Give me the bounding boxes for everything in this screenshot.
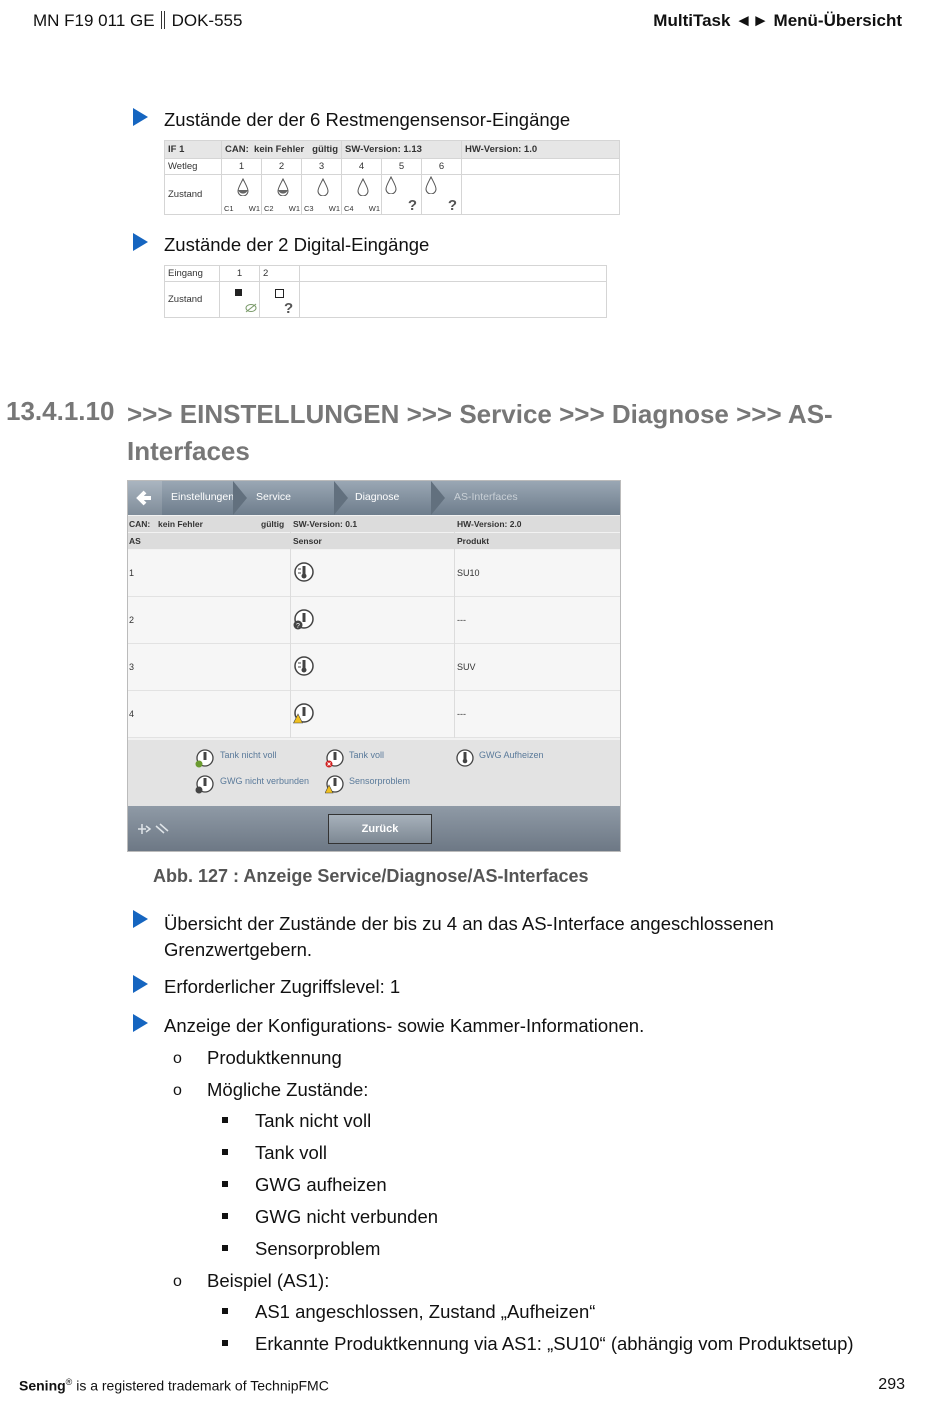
empty-cell <box>300 266 607 282</box>
empty-cell <box>462 159 620 175</box>
can-label: CAN: <box>225 144 249 155</box>
column-divider <box>290 516 291 738</box>
col-sensor: Sensor <box>293 536 322 546</box>
breadcrumb <box>128 481 620 515</box>
chevron-right-icon <box>431 481 445 515</box>
digital-state-1 <box>220 282 260 318</box>
hw-version: HW-Version: 2.0 <box>457 519 522 529</box>
product-id: SU10 <box>457 568 480 578</box>
square-bullet <box>222 1149 228 1155</box>
can-value: kein Fehler <box>158 519 203 529</box>
col-1: 1 <box>220 266 260 282</box>
empty-cell <box>300 282 607 318</box>
can-value: kein Fehler <box>254 144 305 155</box>
gwg-not-connected-icon <box>293 608 315 630</box>
bullet-arrow-icon <box>133 975 148 993</box>
page-number: 293 <box>878 1376 905 1393</box>
sub-item-example: Beispiel (AS1): <box>207 1270 330 1291</box>
sublabel: W1 <box>248 204 260 213</box>
hw-version: HW-Version: 1.0 <box>462 141 620 159</box>
section-number: 13.4.1.10 <box>6 396 115 426</box>
bullet-arrow-icon <box>133 233 148 251</box>
sensor-state-1 <box>222 175 262 215</box>
sub-bullet-o: o <box>173 1273 182 1290</box>
col-1: 1 <box>222 159 262 175</box>
body-bullet-2: Erforderlicher Zugriffslevel: 1 <box>164 976 401 997</box>
sensor-state-6 <box>422 175 462 215</box>
gwg-heating-icon <box>455 748 475 768</box>
body-bullet-1-line-2: Grenzwertgebern. <box>164 939 313 960</box>
row-label-eingang: Eingang <box>165 266 220 282</box>
body-bullet-3: Anzeige der Konfigurations- sowie Kammer-Informationen. <box>164 1015 645 1036</box>
filled-square-icon <box>235 289 242 296</box>
square-bullet <box>222 1213 228 1219</box>
table-row[interactable] <box>128 550 620 597</box>
breadcrumb-as-interfaces: AS-Interfaces <box>454 491 518 503</box>
footer-trademark <box>19 1377 329 1394</box>
sub-item-product-id: Produktkennung <box>207 1047 342 1068</box>
sensor-state-4 <box>342 175 382 215</box>
drop-empty-icon <box>356 178 370 196</box>
sensor-state-5 <box>382 175 422 215</box>
svg-text:?: ? <box>296 623 300 630</box>
figure-caption: Abb. 127 : Anzeige Service/Diagnose/AS-Interfaces <box>153 866 589 886</box>
sub-item-states: Mögliche Zustände: <box>207 1079 369 1100</box>
sublabel: C4 <box>344 204 354 213</box>
drop-empty-icon <box>424 176 438 194</box>
digital-input-table <box>164 265 607 318</box>
if-label: IF 1 <box>165 141 222 159</box>
sub-bullet-o: o <box>173 1050 182 1067</box>
col-4: 4 <box>342 159 382 175</box>
section-title: >>> EINSTELLUNGEN >>> Service >>> Diagnose >>> AS-Interfaces <box>127 399 833 466</box>
legend-tank-not-full: Tank nicht voll <box>220 750 277 760</box>
square-bullet <box>222 1308 228 1314</box>
status-bar <box>128 516 620 532</box>
sublabel: W1 <box>288 204 300 213</box>
gwg-heating-icon <box>293 655 315 677</box>
can-status <box>222 141 342 159</box>
tank-not-full-icon <box>195 748 215 768</box>
can-label: CAN: <box>129 519 151 529</box>
product-id: --- <box>457 709 466 719</box>
unknown-mark: ? <box>447 197 457 214</box>
unknown-mark: ? <box>284 300 294 317</box>
back-button[interactable]: Zurück <box>328 814 432 844</box>
square-bullet <box>222 1181 228 1187</box>
sublabel: C2 <box>264 204 274 213</box>
sublabel: W1 <box>328 204 340 213</box>
sensor-state-3 <box>302 175 342 215</box>
gwg-heating-icon <box>293 561 315 583</box>
table-row[interactable] <box>128 644 620 691</box>
header-doc-id <box>33 11 242 31</box>
intro-bullet-1: Zustände der der 6 Restmengensensor-Eingänge <box>164 109 571 130</box>
as-number: 4 <box>129 709 135 719</box>
tank-full-icon <box>325 748 345 768</box>
state-item: Tank voll <box>255 1142 327 1163</box>
sw-version: SW-Version: 0.1 <box>293 519 358 529</box>
trademark-text: is a registered trademark of TechnipFMC <box>72 1377 329 1394</box>
bullet-arrow-icon <box>133 1014 148 1032</box>
drop-filled-icon <box>236 178 250 196</box>
sensor-state-table <box>164 140 620 215</box>
sensor-state-2 <box>262 175 302 215</box>
sub-bullet-o: o <box>173 1082 182 1099</box>
header-separator <box>161 11 165 29</box>
col-6: 6 <box>422 159 462 175</box>
chevron-right-icon <box>233 481 247 515</box>
state-item: GWG aufheizen <box>255 1174 387 1195</box>
doc-id: MN F19 011 GE <box>33 11 155 30</box>
row-label-zustand: Zustand <box>165 175 222 215</box>
product-id: --- <box>457 615 466 625</box>
row-label-wetleg: Wetleg <box>165 159 222 175</box>
sensor-problem-icon <box>293 702 315 724</box>
empty-cell <box>462 175 620 215</box>
example-item: Erkannte Produktkennung via AS1: „SU10“ (abhängig vom Produktsetup) <box>255 1333 854 1354</box>
legend <box>128 740 620 806</box>
col-3: 3 <box>302 159 342 175</box>
gwg-not-connected-icon <box>195 774 215 794</box>
sensor-problem-icon <box>325 774 345 794</box>
bullet-arrow-icon <box>133 108 148 126</box>
body-bullet-1-line-1: Übersicht der Zustände der bis zu 4 an das AS-Interface angeschlossenen <box>164 913 774 934</box>
table-row[interactable] <box>128 597 620 644</box>
legend-sensor-problem: Sensorproblem <box>349 776 411 786</box>
as-interfaces-screen <box>127 480 621 852</box>
breadcrumb-diagnose[interactable]: Diagnose <box>355 491 400 503</box>
can-valid: gültig <box>261 519 285 529</box>
intro-bullet-2: Zustände der 2 Digital-Eingänge <box>164 234 430 255</box>
square-bullet <box>222 1340 228 1346</box>
breadcrumb-einstellungen[interactable]: Einstellungen <box>171 491 235 503</box>
back-arrow-icon <box>128 481 162 515</box>
sublabel: W1 <box>368 204 380 213</box>
drop-empty-icon <box>384 176 398 194</box>
table-row[interactable] <box>128 691 620 738</box>
chevron-right-icon <box>334 481 348 515</box>
connection-plug-icon <box>136 820 172 838</box>
column-divider <box>454 516 455 738</box>
digital-state-2 <box>260 282 300 318</box>
leaf-icon <box>245 303 257 313</box>
col-as: AS <box>129 536 141 546</box>
as-number: 3 <box>129 662 135 672</box>
header-title: MultiTask ◄► Menü-Übersicht <box>653 11 902 30</box>
can-valid: gültig <box>312 144 338 155</box>
body-bullet-1 <box>164 911 774 963</box>
row-label-zustand: Zustand <box>165 282 220 318</box>
col-2: 2 <box>262 159 302 175</box>
drop-filled-icon <box>276 178 290 196</box>
sublabel: C1 <box>224 204 234 213</box>
table-header <box>128 533 620 549</box>
sw-version: SW-Version: 1.13 <box>342 141 462 159</box>
back-arrow-button[interactable] <box>128 481 162 515</box>
breadcrumb-service[interactable]: Service <box>256 491 292 503</box>
state-item: Tank nicht voll <box>255 1110 372 1131</box>
as-number: 1 <box>129 568 135 578</box>
sublabel: C3 <box>304 204 314 213</box>
unknown-mark: ? <box>407 197 417 214</box>
drop-empty-icon <box>316 178 330 196</box>
col-5: 5 <box>382 159 422 175</box>
brand-name: Sening <box>19 1377 66 1394</box>
footer-bar <box>128 806 620 851</box>
col-2: 2 <box>260 266 300 282</box>
square-bullet <box>222 1245 228 1251</box>
square-bullet <box>222 1117 228 1123</box>
legend-gwg-not-connected: GWG nicht verbunden <box>220 776 310 786</box>
example-item: AS1 angeschlossen, Zustand „Aufheizen“ <box>255 1301 596 1322</box>
legend-gwg-heating: GWG Aufheizen <box>479 750 544 760</box>
doc-number: DOK-555 <box>171 11 243 30</box>
registered-mark: ® <box>65 1377 73 1387</box>
legend-tank-full: Tank voll <box>349 750 385 760</box>
as-number: 2 <box>129 615 135 625</box>
state-item: GWG nicht verbunden <box>255 1206 439 1227</box>
product-id: SUV <box>457 662 476 672</box>
empty-square-icon <box>275 289 284 298</box>
col-product: Produkt <box>457 536 490 546</box>
state-item: Sensorproblem <box>255 1238 381 1259</box>
bullet-arrow-icon <box>133 910 148 928</box>
